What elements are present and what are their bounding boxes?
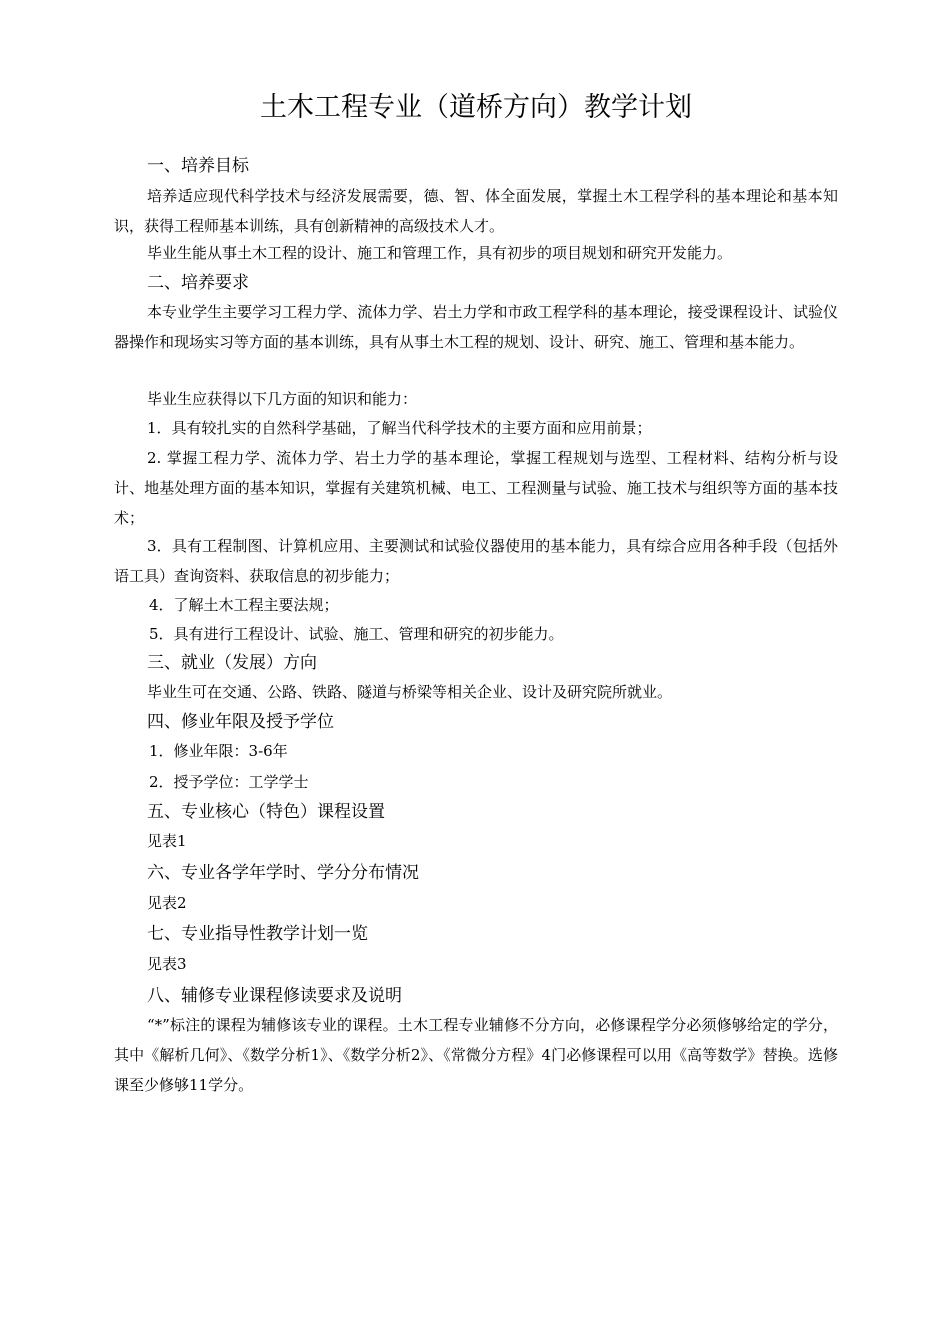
paragraph: 毕业生能从事土木工程的设计、施工和管理工作，具有初步的项目规划和研究开发能力。 [147,244,733,262]
list-item: 1．具有较扎实的自然科学基础，了解当代科学技术的主要方面和应用前景； [147,419,652,437]
list-item: 2. 掌握工程力学、流体力学、岩土力学的基本理论，掌握工程规划与选型、工程材料、结构分析与设计、地基处理方面的基本知识，掌握有关建筑机械、电工、工程测量与试验、施工技术与组织等方面的基本技术； [114,449,838,527]
list-item: 2．授予学位：工学学士 [149,773,309,791]
list-item: 3．具有工程制图、计算机应用、主要测试和试验仪器使用的基本能力，具有综合应用各种手段（包括外语工具）查询资料、获取信息的初步能力； [114,537,838,585]
section-heading-objectives: 一、培养目标 [147,156,249,176]
section-heading-minor-requirements: 八、辅修专业课程修读要求及说明 [147,986,402,1006]
section-heading-credit-distribution: 六、专业各学年学时、学分分布情况 [147,863,419,883]
paragraph: “*”标注的课程为辅修该专业的课程。土木工程专业辅修不分方向，必修课程学分必须修够给定的学分，其中《解析几何》、《数学分析1》、《数学分析2》、《常微分方程》4门必修课程可以用《高等数学》替换。选修课至少修够11学分。 [114,1016,838,1094]
paragraph: 毕业生应获得以下几方面的知识和能力： [147,390,418,408]
table-reference: 见表2 [147,894,187,912]
section-heading-duration-degree: 四、修业年限及授予学位 [147,712,334,732]
paragraph: 本专业学生主要学习工程力学、流体力学、岩土力学和市政工程学科的基本理论，接受课程设计、试验仪器操作和现场实习等方面的基本训练，具有从事土木工程的规划、设计、研究、施工、管理和基本能力。 [114,303,838,351]
paragraph: 培养适应现代科学技术与经济发展需要，德、智、体全面发展，掌握土木工程学科的基本理论和基本知识，获得工程师基本训练，具有创新精神的高级技术人才。 [114,187,838,235]
list-item: 1．修业年限：3-6年 [149,742,288,760]
section-heading-teaching-plan: 七、专业指导性教学计划一览 [147,924,368,944]
list-item: 4．了解土木工程主要法规； [149,596,339,614]
table-reference: 见表1 [147,832,187,850]
section-heading-requirements: 二、培养要求 [147,273,249,293]
list-item: 5．具有进行工程设计、试验、施工、管理和研究的初步能力。 [149,625,564,643]
table-reference: 见表3 [147,955,187,973]
paragraph: 毕业生可在交通、公路、铁路、隧道与桥梁等相关企业、设计及研究院所就业。 [147,683,673,701]
document-title: 土木工程专业（道桥方向）教学计划 [260,92,692,123]
section-heading-career: 三、就业（发展）方向 [147,653,317,673]
section-heading-core-courses: 五、专业核心（特色）课程设置 [147,802,385,822]
